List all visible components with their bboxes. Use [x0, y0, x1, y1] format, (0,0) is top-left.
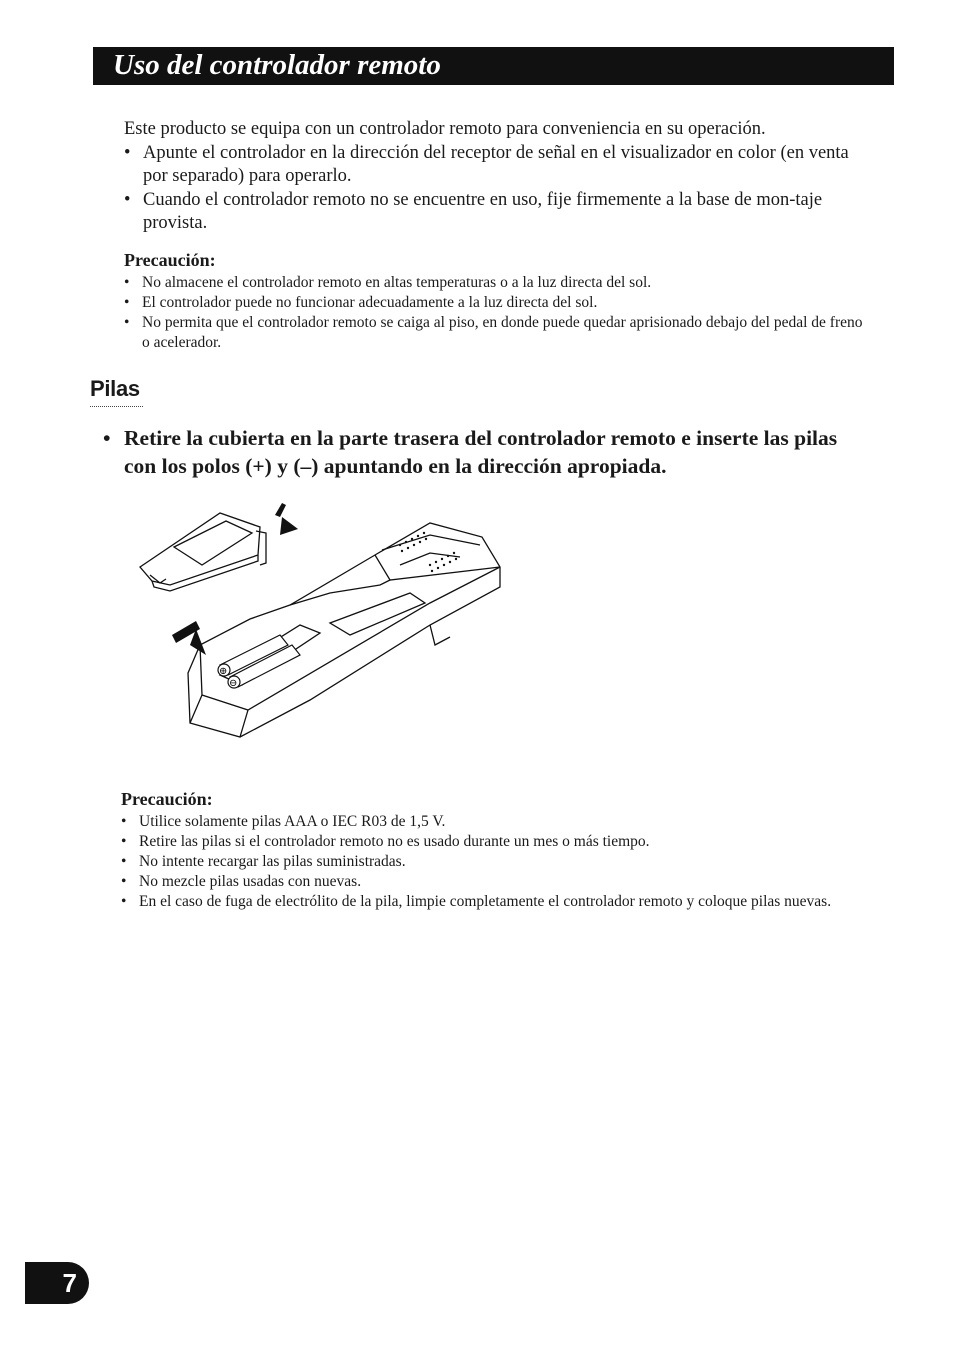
- caution-item: • No permita que el controlador remoto se caiga al piso, en donde puede quedar aprisionado debajo del pedal de freno o acelerador.: [124, 313, 864, 353]
- bullet-icon: •: [103, 426, 111, 450]
- caution-block-1: [124, 249, 864, 353]
- remote-control-illustration: [130, 495, 510, 745]
- caution-item: • Retire las pilas si el controlador remoto no es usado durante un mes o más tiempo.: [121, 832, 861, 852]
- caution-item: • En el caso de fuga de electrólito de la pila, limpie completamente el controlador remoto y coloque pilas nuevas.: [121, 892, 861, 912]
- instruction-text: Retire la cubierta en la parte trasera del controlador remoto e inserte las pilas con los polos (+) y (–) apuntando en la dirección apropiada.: [124, 426, 838, 478]
- instruction-step: [103, 424, 863, 480]
- battery-minus-label: ⊖: [229, 678, 238, 689]
- caution-block-2: [121, 788, 861, 912]
- intro-bullet: • Apunte el controlador en la dirección del receptor de señal en el visualizador en color (en venta por separado) para operarlo.: [124, 142, 864, 189]
- section-underline: [90, 406, 143, 408]
- section-heading-pilas: Pilas: [90, 376, 140, 401]
- caution-item: • El controlador puede no funcionar adecuadamente a la luz directa del sol.: [124, 293, 864, 313]
- caution-item: • No almacene el controlador remoto en altas temperaturas o a la luz directa del sol.: [124, 273, 864, 293]
- arrow-icon-top: [275, 503, 298, 535]
- battery-cover-illustration: [140, 513, 266, 591]
- page-title-bar: [93, 47, 894, 85]
- battery-plus-label: ⊕: [219, 666, 228, 677]
- intro-bullet: • Cuando el controlador remoto no se encuentre en uso, fije firmemente a la base de mon-taje provista.: [124, 189, 864, 236]
- intro-paragraph: Este producto se equipa con un controlador remoto para conveniencia en su operación.: [124, 119, 766, 139]
- arrow-icon-bottom: [172, 621, 206, 655]
- caution-item: • No intente recargar las pilas suministradas.: [121, 852, 861, 872]
- page-number: 7: [62, 1268, 77, 1298]
- caution-item: • No mezcle pilas usadas con nuevas.: [121, 872, 861, 892]
- caution-heading: Precaución:: [121, 789, 213, 809]
- page-title: Uso del controlador remoto: [113, 49, 441, 81]
- intro-section: [124, 118, 864, 236]
- caution-item: • Utilice solamente pilas AAA o IEC R03 de 1,5 V.: [121, 812, 861, 832]
- caution-heading: Precaución:: [124, 250, 216, 270]
- page-number-tab: [25, 1262, 89, 1304]
